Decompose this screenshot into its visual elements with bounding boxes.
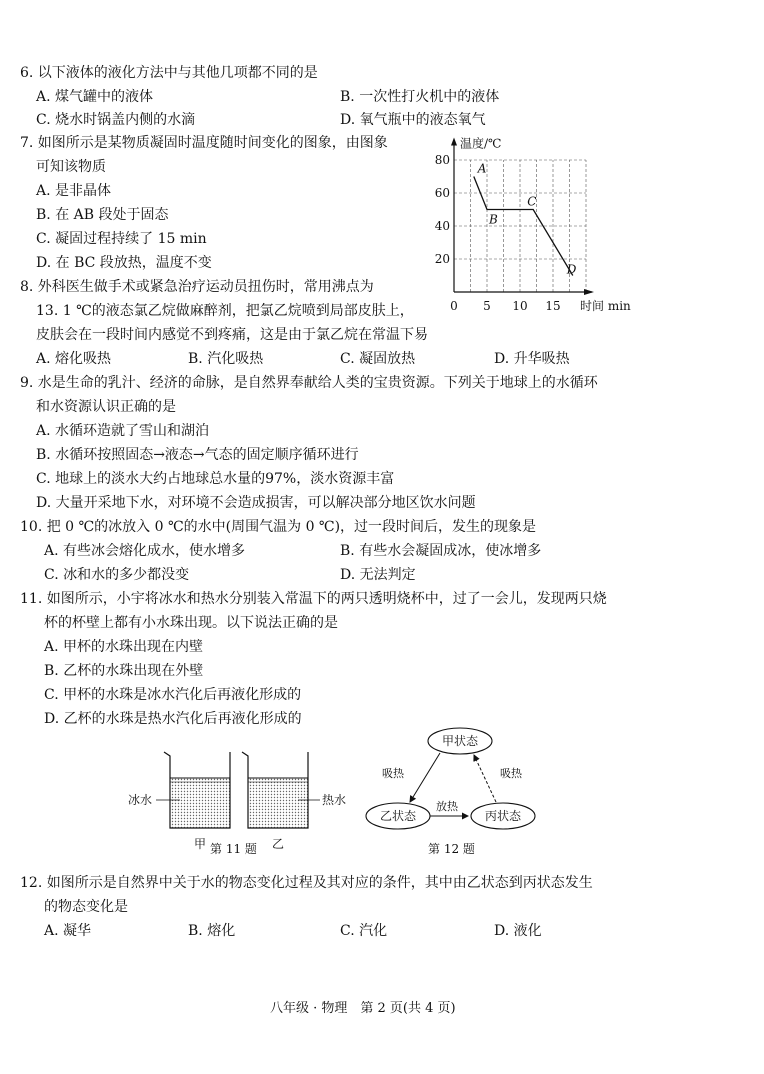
q6-option-a: A. 煤气罐中的液体: [36, 89, 154, 105]
q6-option-c: C. 烧水时锅盖内侧的水滴: [36, 112, 196, 128]
q11-stem-line2: 杯的杯壁上都有小水珠出现。以下说法正确的是: [44, 615, 338, 631]
q8-option-c: C. 凝固放热: [340, 351, 416, 367]
label-cup-a: 甲: [194, 837, 207, 851]
q12-option-d: D. 液化: [494, 923, 542, 939]
state-c-label: 丙状态: [484, 809, 522, 823]
x-tick-label-10: 10: [512, 299, 528, 313]
q7-temperature-chart: [420, 128, 650, 320]
q8-option-d: D. 升华吸热: [494, 351, 570, 367]
q11-option-c: C. 甲杯的水珠是冰水汽化后再液化形成的: [44, 687, 302, 703]
q10-option-b: B. 有些水会凝固成冰，使冰增多: [340, 543, 542, 559]
q9-option-d: D. 大量开采地下水，对环境不会造成损害，可以解决部分地区饮水问题: [36, 495, 476, 511]
fig12-caption: 第 12 题: [428, 842, 475, 856]
q11-option-a: A. 甲杯的水珠出现在内壁: [44, 639, 204, 655]
q8-option-a: A. 熔化吸热: [36, 351, 112, 367]
y-axis-arrow: [451, 138, 457, 146]
chart-xlabel: 时间 min: [580, 299, 631, 313]
x-tick-label-5: 5: [483, 299, 491, 313]
q9-option-a: A. 水循环造就了雪山和湖泊: [36, 423, 210, 439]
q12-stem-line2: 的物态变化是: [44, 899, 128, 915]
x-axis-arrow: [584, 289, 594, 295]
q11-option-b: B. 乙杯的水珠出现在外壁: [44, 663, 204, 679]
x-tick-label-0: 0: [450, 299, 458, 313]
q12-option-a: A. 凝华: [44, 923, 92, 939]
q7-option-c: C. 凝固过程持续了 15 min: [36, 231, 207, 247]
point-label-b: B: [489, 212, 498, 227]
q10-stem: 10. 把 0 ℃的冰放入 0 ℃的水中(周围气温为 0 ℃)，过一段时间后，发生的现象是: [20, 519, 537, 535]
q12-option-c: C. 汽化: [340, 923, 388, 939]
q10-option-c: C. 冰和水的多少都没变: [44, 567, 190, 583]
label-cup-b: 乙: [272, 837, 285, 851]
q10-option-a: A. 有些冰会熔化成水，使水增多: [44, 543, 246, 559]
q7-option-d: D. 在 BC 段放热，温度不变: [36, 255, 212, 271]
point-label-a: A: [477, 161, 487, 176]
q9-stem-line2: 和水资源认识正确的是: [36, 399, 176, 415]
point-label-d: D: [566, 262, 577, 277]
q12-option-b: B. 熔化: [188, 923, 236, 939]
q8-stem-line2: 13. 1 ℃的液态氯乙烷做麻醉剂，把氯乙烷喷到局部皮肤上，: [36, 303, 414, 319]
q12-stem-line1: 12. 如图所示是自然界中关于水的物态变化过程及其对应的条件，其中由乙状态到丙状态发生: [20, 875, 593, 891]
label-hot-water: 热水: [322, 793, 347, 807]
y-tick-label-80: 80: [434, 153, 450, 167]
y-tick-label-20: 20: [434, 252, 450, 266]
q8-stem-line3: 皮肤会在一段时间内感觉不到疼痛，这是由于氯乙烷在常温下易: [36, 327, 428, 343]
q7-stem-line2: 可知该物质: [36, 159, 106, 175]
q7-option-b: B. 在 AB 段处于固态: [36, 207, 169, 223]
q6-stem: 6. 以下液体的液化方法中与其他几项都不同的是: [20, 65, 318, 81]
arrow-bottom-label: 放热: [436, 800, 458, 813]
q6-option-b: B. 一次性打火机中的液体: [340, 89, 500, 105]
q9-stem-line1: 9. 水是生命的乳汁、经济的命脉，是自然界奉献给人类的宝贵资源。下列关于地球上的水循环: [20, 375, 598, 391]
q9-option-b: B. 水循环按照固态→液态→气态的固定顺序循环进行: [36, 447, 359, 463]
q11-option-d: D. 乙杯的水珠是热水汽化后再液化形成的: [44, 711, 302, 727]
q8-option-b: B. 汽化吸热: [188, 351, 264, 367]
q10-option-d: D. 无法判定: [340, 567, 416, 583]
q9-option-c: C. 地球上的淡水大约占地球总水量的97%，淡水资源丰富: [36, 471, 395, 487]
arrow-a-to-b: [410, 753, 440, 802]
q8-stem-line1: 8. 外科医生做手术或紧急治疗运动员扭伤时，常用沸点为: [20, 279, 374, 295]
y-tick-label-40: 40: [434, 219, 450, 233]
state-b-label: 乙状态: [379, 809, 417, 823]
arrow-c-to-a: [474, 755, 496, 802]
y-tick-label-60: 60: [434, 186, 450, 200]
label-ice-water: 冰水: [128, 793, 153, 807]
state-a-label: 甲状态: [441, 734, 479, 748]
chart-ylabel: 温度/℃: [460, 136, 502, 151]
arrow-left-label: 吸热: [382, 767, 404, 780]
arrow-right-label: 吸热: [500, 767, 522, 780]
fig11-caption: 第 11 题: [210, 842, 257, 856]
q7-stem-line1: 7. 如图所示是某物质凝固时温度随时间变化的图象，由图象: [20, 135, 388, 151]
q11-stem-line1: 11. 如图所示，小宇将冰水和热水分别装入常温下的两只透明烧杯中，过了一会儿，发现两只烧: [20, 591, 607, 607]
q7-option-a: A. 是非晶体: [36, 183, 112, 199]
page-footer: 八年级 · 物理 第 2 页(共 4 页): [270, 1001, 456, 1016]
point-label-c: C: [527, 194, 537, 209]
q6-option-d: D. 氧气瓶中的液态氧气: [340, 112, 486, 128]
beaker-a: [164, 752, 230, 828]
beaker-b: [242, 752, 308, 828]
x-tick-label-15: 15: [545, 299, 561, 313]
fig12-state-cycle: [362, 722, 562, 842]
